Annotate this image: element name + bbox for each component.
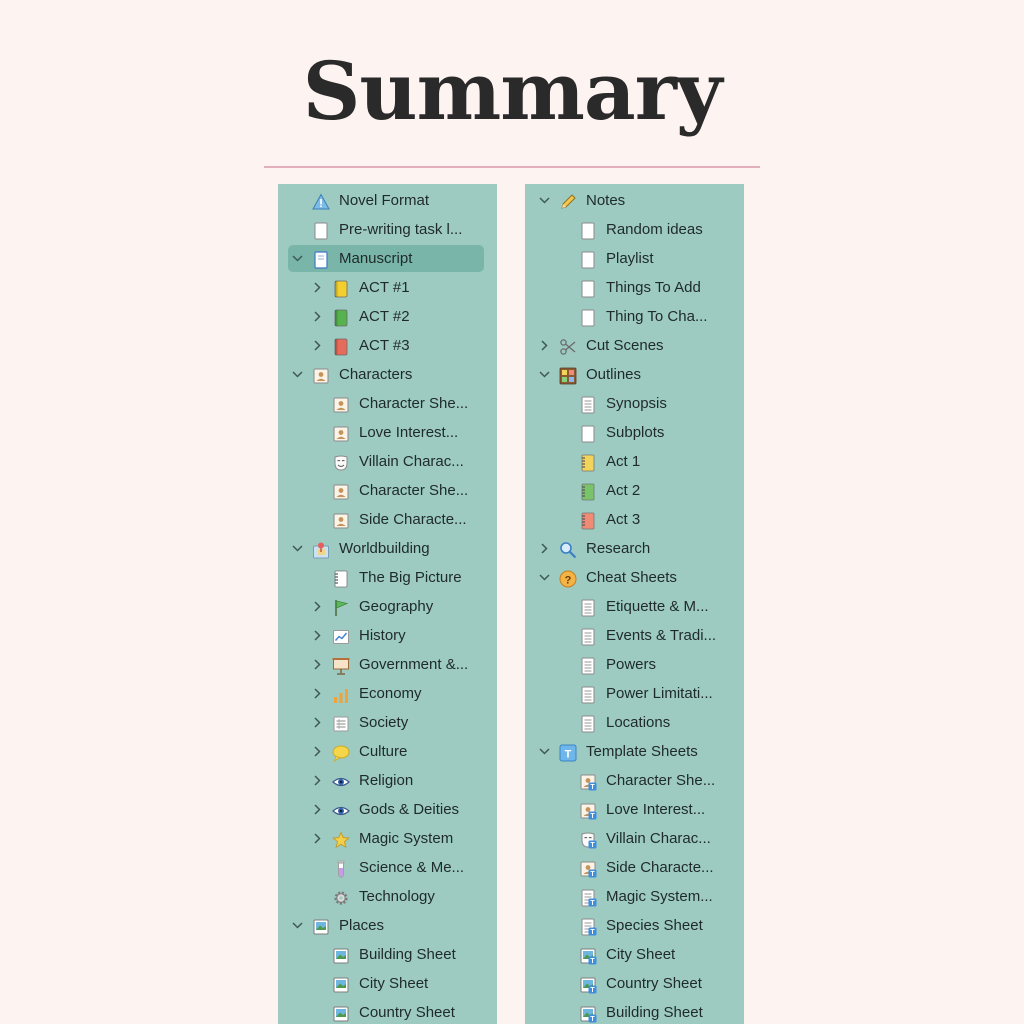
svg-text:T: T	[590, 842, 595, 849]
svg-text:T: T	[590, 1016, 595, 1023]
binder-item-label: The Big Picture	[359, 569, 462, 586]
corkboard-icon	[559, 366, 577, 384]
binder-item-label: Science & Me...	[359, 859, 465, 876]
binder-item-characters[interactable]	[278, 360, 497, 389]
chevron-right-icon[interactable]	[310, 824, 324, 853]
binder-item-cut-scenes[interactable]	[525, 331, 744, 360]
binder-item-label: Building Sheet	[359, 946, 456, 963]
scissors-icon	[559, 337, 577, 355]
text-page-icon	[579, 598, 597, 616]
magnifier-icon	[559, 540, 577, 558]
binder-item-label: Love Interest...	[606, 801, 706, 818]
binder-item-love-interest[interactable]	[278, 418, 497, 447]
binder-item-science-me[interactable]	[278, 853, 497, 882]
binder-item-country-sheet[interactable]	[525, 969, 744, 998]
binder-item-label: Religion	[359, 772, 414, 789]
eye-icon	[332, 772, 350, 790]
blank-page-icon	[579, 424, 597, 442]
binder-item-label: Technology	[359, 888, 435, 905]
binder-item-geography[interactable]	[278, 592, 497, 621]
binder-item-label: Notes	[586, 192, 626, 209]
binder-item-act-1[interactable]	[525, 447, 744, 476]
binder-item-magic-system[interactable]	[278, 824, 497, 853]
binder-item-label: Country Sheet	[606, 975, 702, 992]
binder-item-building-sheet[interactable]	[278, 940, 497, 969]
binder-item-places[interactable]	[278, 911, 497, 940]
blank-page-icon	[579, 308, 597, 326]
character-card-icon	[332, 482, 350, 500]
binder-panel-right[interactable]	[525, 184, 744, 1024]
binder-item-religion[interactable]	[278, 766, 497, 795]
binder-item-label: Geography	[359, 598, 434, 615]
presentation-icon	[332, 656, 350, 674]
binder-item-city-sheet[interactable]	[525, 940, 744, 969]
binder-item-history[interactable]	[278, 621, 497, 650]
binder-item-label: Cheat Sheets	[586, 569, 677, 586]
chevron-right-icon[interactable]	[310, 679, 324, 708]
chevron-right-icon[interactable]	[310, 795, 324, 824]
binder-item-subplots[interactable]	[525, 418, 744, 447]
binder-item-locations[interactable]	[525, 708, 744, 737]
template-card-icon	[579, 859, 597, 877]
chevron-down-icon[interactable]	[290, 360, 304, 389]
chevron-right-icon[interactable]	[310, 273, 324, 302]
notebook-icon	[332, 569, 350, 587]
binder-item-novel-format[interactable]	[278, 186, 497, 215]
binder-item-government[interactable]	[278, 650, 497, 679]
chevron-right-icon[interactable]	[310, 766, 324, 795]
binder-item-the-big-picture[interactable]	[278, 563, 497, 592]
binder-item-manuscript[interactable]	[278, 244, 497, 273]
bar-chart-icon	[332, 685, 350, 703]
yellow-book-icon	[332, 279, 350, 297]
mask-icon	[332, 453, 350, 471]
binder-item-label: Playlist	[606, 250, 654, 267]
binder-item-synopsis[interactable]	[525, 389, 744, 418]
binder-item-label: Side Characte...	[606, 859, 714, 876]
chevron-right-icon[interactable]	[310, 650, 324, 679]
binder-item-things-to-add[interactable]	[525, 273, 744, 302]
chevron-down-icon[interactable]	[537, 360, 551, 389]
binder-item-label: Act 2	[606, 482, 641, 499]
binder-item-villain-charac[interactable]	[525, 824, 744, 853]
text-page-icon	[579, 656, 597, 674]
binder-item-label: Outlines	[586, 366, 642, 383]
binder-item-villain-charac[interactable]	[278, 447, 497, 476]
svg-text:T: T	[590, 987, 595, 994]
text-page-icon	[579, 685, 597, 703]
binder-item-side-characte[interactable]	[525, 853, 744, 882]
binder-item-random-ideas[interactable]	[525, 215, 744, 244]
character-card-icon	[312, 366, 330, 384]
binder-item-label: Society	[359, 714, 409, 731]
binder-item-side-characte[interactable]	[278, 505, 497, 534]
test-tube-icon	[332, 859, 350, 877]
svg-text:T: T	[590, 900, 595, 907]
template-card-icon	[579, 801, 597, 819]
svg-text:?: ?	[564, 574, 572, 587]
binder-item-economy[interactable]	[278, 679, 497, 708]
binder-panel-left[interactable]	[278, 184, 497, 1024]
binder-item-label: Places	[339, 917, 385, 934]
binder-item-character-she[interactable]	[525, 766, 744, 795]
binder-item-notes[interactable]	[525, 186, 744, 215]
map-pin-icon	[312, 540, 330, 558]
yellow-notepad-icon	[579, 453, 597, 471]
binder-item-label: Template Sheets	[586, 743, 698, 760]
binder-item-label: Novel Format	[339, 192, 430, 209]
binder-item-label: Magic System	[359, 830, 454, 847]
green-notepad-icon	[579, 482, 597, 500]
binder-item-culture[interactable]	[278, 737, 497, 766]
chevron-down-icon[interactable]	[537, 563, 551, 592]
binder-item-label: Character She...	[606, 772, 716, 789]
binder-item-species-sheet[interactable]	[525, 911, 744, 940]
binder-item-label: Side Characte...	[359, 511, 467, 528]
pencil-icon	[559, 192, 577, 210]
binder-item-template-sheets[interactable]	[525, 737, 744, 766]
binder-item-city-sheet[interactable]	[278, 969, 497, 998]
line-chart-icon	[332, 627, 350, 645]
binder-item-label: Power Limitati...	[606, 685, 713, 702]
binder-item-character-she[interactable]	[278, 389, 497, 418]
binder-item-magic-system[interactable]	[525, 882, 744, 911]
picture-icon	[332, 946, 350, 964]
chevron-right-icon[interactable]	[310, 737, 324, 766]
binder-item-label: Villain Charac...	[606, 830, 711, 847]
binder-item-label: Country Sheet	[359, 1004, 455, 1021]
svg-text:T: T	[590, 784, 595, 791]
question-icon	[559, 569, 577, 587]
template-mask-icon	[579, 830, 597, 848]
picture-icon	[332, 975, 350, 993]
chevron-right-icon[interactable]	[310, 302, 324, 331]
binder-item-label: City Sheet	[606, 946, 676, 963]
binder-item-label: Act 3	[606, 511, 641, 528]
svg-text:T: T	[590, 958, 595, 965]
chevron-down-icon[interactable]	[290, 534, 304, 563]
svg-text:T: T	[590, 929, 595, 936]
svg-text:T: T	[564, 748, 572, 761]
template-page-icon	[579, 888, 597, 906]
binder-item-label: City Sheet	[359, 975, 429, 992]
blank-page-icon	[579, 250, 597, 268]
red-notepad-icon	[579, 511, 597, 529]
binder-item-events-tradi[interactable]	[525, 621, 744, 650]
binder-item-label: Magic System...	[606, 888, 713, 905]
manuscript-icon	[312, 250, 330, 268]
binder-item-label: Cut Scenes	[586, 337, 664, 354]
binder-item-label: Random ideas	[606, 221, 703, 238]
binder-item-love-interest[interactable]	[525, 795, 744, 824]
gear-icon	[332, 888, 350, 906]
binder-item-cheat-sheets[interactable]	[525, 563, 744, 592]
chevron-right-icon[interactable]	[310, 708, 324, 737]
binder-item-country-sheet[interactable]	[278, 998, 497, 1024]
binder-item-label: Character She...	[359, 482, 469, 499]
binder-item-label: Locations	[606, 714, 671, 731]
binder-item-label: ACT #3	[359, 337, 410, 354]
binder-item-label: Culture	[359, 743, 408, 760]
binder-item-power-limitati[interactable]	[525, 679, 744, 708]
blank-page-icon	[579, 279, 597, 297]
binder-item-pre-writing-task-l[interactable]	[278, 215, 497, 244]
green-book-icon	[332, 308, 350, 326]
template-card-icon	[579, 772, 597, 790]
eye-icon	[332, 801, 350, 819]
page-title: Summary	[302, 44, 722, 138]
binder-item-label: Manuscript	[339, 250, 413, 267]
blank-page-icon	[579, 221, 597, 239]
binder-item-label: History	[359, 627, 406, 644]
chevron-right-icon[interactable]	[537, 534, 551, 563]
picture-icon	[312, 917, 330, 935]
text-page-icon	[579, 395, 597, 413]
chevron-down-icon[interactable]	[537, 737, 551, 766]
template-picture-icon	[579, 1004, 597, 1022]
text-page-icon	[579, 627, 597, 645]
svg-text:T: T	[590, 871, 595, 878]
binder-item-act-2[interactable]	[525, 476, 744, 505]
binder-item-label: Government &...	[359, 656, 469, 673]
chevron-down-icon[interactable]	[290, 911, 304, 940]
binder-item-label: Economy	[359, 685, 422, 702]
binder-item-label: Character She...	[359, 395, 469, 412]
binder-item-powers[interactable]	[525, 650, 744, 679]
binder-item-gods-deities[interactable]	[278, 795, 497, 824]
binder-item-label: Act 1	[606, 453, 641, 470]
binder-item-label: Events & Tradi...	[606, 627, 717, 644]
binder-item-character-she[interactable]	[278, 476, 497, 505]
speech-bubble-icon	[332, 743, 350, 761]
blank-page-icon	[312, 221, 330, 239]
binder-item-worldbuilding[interactable]	[278, 534, 497, 563]
binder-item-label: Subplots	[606, 424, 665, 441]
binder-item-etiquette-m[interactable]	[525, 592, 744, 621]
binder-item-label: Villain Charac...	[359, 453, 464, 470]
binder-item-act-3[interactable]	[278, 331, 497, 360]
binder-item-outlines[interactable]	[525, 360, 744, 389]
binder-item-act-2[interactable]	[278, 302, 497, 331]
binder-item-label: Building Sheet	[606, 1004, 703, 1021]
template-picture-icon	[579, 975, 597, 993]
binder-item-label: Research	[586, 540, 651, 557]
binder-item-label: Things To Add	[606, 279, 701, 296]
template-folder-icon	[559, 743, 577, 761]
binder-item-label: Powers	[606, 656, 657, 673]
binder-item-label: Worldbuilding	[339, 540, 430, 557]
binder-item-label: Synopsis	[606, 395, 667, 412]
character-card-icon	[332, 424, 350, 442]
binder-item-label: Love Interest...	[359, 424, 459, 441]
binder-item-thing-to-cha[interactable]	[525, 302, 744, 331]
binder-item-label: Characters	[339, 366, 413, 383]
character-card-icon	[332, 395, 350, 413]
binder-item-label: Pre-writing task l...	[339, 221, 463, 238]
binder-item-technology[interactable]	[278, 882, 497, 911]
binder-item-act-1[interactable]	[278, 273, 497, 302]
chevron-right-icon[interactable]	[310, 592, 324, 621]
binder-item-act-3[interactable]	[525, 505, 744, 534]
binder-item-label: ACT #2	[359, 308, 410, 325]
picture-icon	[332, 1004, 350, 1022]
chevron-right-icon[interactable]	[310, 331, 324, 360]
flag-icon	[332, 598, 350, 616]
binder-item-label: Species Sheet	[606, 917, 703, 934]
binder-item-label: Etiquette & M...	[606, 598, 709, 615]
template-picture-icon	[579, 946, 597, 964]
binder-item-playlist[interactable]	[525, 244, 744, 273]
binder-item-research[interactable]	[525, 534, 744, 563]
red-book-icon	[332, 337, 350, 355]
binder-item-label: ACT #1	[359, 279, 410, 296]
chevron-down-icon[interactable]	[290, 244, 304, 273]
svg-text:T: T	[590, 813, 595, 820]
star-icon	[332, 830, 350, 848]
binder-item-label: Thing To Cha...	[606, 308, 708, 325]
text-page-icon	[579, 714, 597, 732]
title-divider	[264, 166, 760, 168]
binder-item-label: Gods & Deities	[359, 801, 460, 818]
character-card-icon	[332, 511, 350, 529]
list-icon	[332, 714, 350, 732]
chevron-down-icon[interactable]	[537, 186, 551, 215]
template-page-icon	[579, 917, 597, 935]
binder-item-society[interactable]	[278, 708, 497, 737]
binder-item-building-sheet[interactable]	[525, 998, 744, 1024]
chevron-right-icon[interactable]	[310, 621, 324, 650]
chevron-right-icon[interactable]	[537, 331, 551, 360]
warning-icon	[312, 192, 330, 210]
